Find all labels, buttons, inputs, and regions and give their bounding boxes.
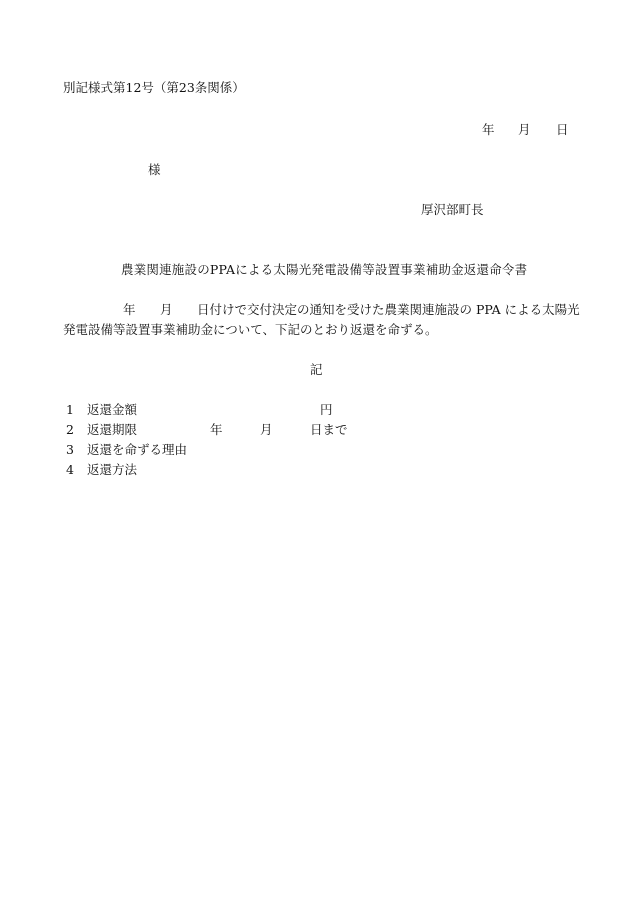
item-number: 1 [66, 402, 74, 417]
due-day-label: 日まで [310, 422, 348, 437]
ki-heading: 記 [310, 362, 323, 377]
amount-unit-yen: 円 [320, 402, 333, 417]
body-text-line-2: 発電設備等設置事業補助金について、下記のとおり返還を命ずる。 [63, 322, 438, 337]
date-year-label: 年 [482, 122, 495, 137]
item-label: 返還を命ずる理由 [87, 442, 188, 457]
item-label: 返還方法 [87, 462, 138, 477]
date-day-label: 日 [556, 122, 569, 137]
list-item-refund-reason [66, 441, 187, 459]
body-month-label: 月 [160, 302, 173, 317]
form-number-label: 別記様式第12号（第23条関係） [63, 80, 245, 95]
list-item-refund-deadline [66, 421, 137, 439]
list-item-refund-amount [66, 401, 137, 419]
list-item-refund-method [66, 461, 137, 479]
item-label: 返還金額 [87, 402, 138, 417]
due-year-label: 年 [210, 422, 223, 437]
issuer-name: 厚沢部町長 [421, 202, 484, 217]
addressee-honorific: 様 [148, 162, 161, 177]
document-title: 農業関連施設のPPAによる太陽光発電設備等設置事業補助金返還命令書 [121, 262, 528, 277]
body-line1-text: 日付けで交付決定の通知を受けた農業関連施設の PPA による太陽光 [197, 302, 580, 317]
date-month-label: 月 [518, 122, 531, 137]
item-label: 返還期限 [87, 422, 138, 437]
body-year-label: 年 [123, 302, 136, 317]
item-number: 4 [66, 462, 74, 477]
item-number: 3 [66, 442, 74, 457]
issue-date-line [482, 121, 569, 139]
due-month-label: 月 [260, 422, 273, 437]
body-text-line-1 [63, 301, 580, 319]
item-number: 2 [66, 422, 74, 437]
